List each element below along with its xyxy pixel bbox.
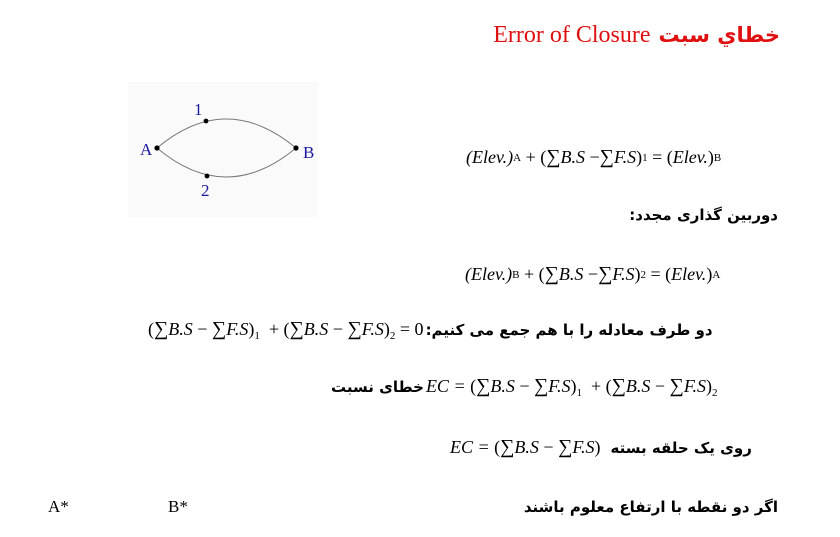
point-b-dot — [293, 145, 298, 150]
sum-equation: $(\sum B.S - \sum F.S)_1 + (\sum B.S - \sum F.S)_2 = 0$ — [148, 318, 424, 342]
loop-label: روی یک حلقه بسته — [610, 438, 752, 457]
path-1-curve — [157, 119, 296, 148]
label-1: 1 — [194, 100, 203, 119]
label-2: 2 — [201, 181, 210, 200]
loop-equation: EC = (∑B.S − ∑F.S) — [450, 436, 601, 458]
point-2-dot — [205, 174, 210, 179]
label-a: A — [140, 140, 153, 159]
title-farsi: خطاي سبت — [658, 23, 780, 47]
point-1-dot — [204, 119, 209, 124]
equation-b-to-a: (Elev.) B + ( ∑ B.S − ∑ F.S ) 2 = ( Elev. ) A — [465, 263, 721, 285]
equation-a-to-b: (Elev.) A + ( ∑ B.S − ∑ F.S ) 1 = ( Elev. ) B — [466, 146, 722, 168]
point-a-dot — [154, 145, 159, 150]
path-2-curve — [157, 148, 296, 177]
known-points-label: اگر دو نقطه با ارتفاع معلوم باشند — [523, 498, 778, 516]
label-b: B — [303, 143, 315, 162]
bottom-point-b: B* — [168, 497, 188, 516]
bottom-point-a: A* — [48, 497, 69, 516]
sum-label: دو طرف معادله را با هم جمع می کنیم: — [425, 321, 713, 339]
loop-row — [450, 436, 752, 459]
reoccupy-label: دوربین گذاری مجدد: — [629, 206, 778, 224]
sum-row — [148, 318, 713, 342]
closure-row — [331, 375, 718, 399]
page-title — [493, 22, 780, 49]
title-english: Error of Closure — [493, 22, 651, 48]
level-loop-diagram — [128, 82, 318, 217]
closure-equation: EC = $(\sum B.S - \sum F.S)_1 + (\sum B.S - \sum F.S)_2$ — [425, 375, 718, 399]
closure-label: خطای نسبت — [331, 378, 424, 396]
loop-svg — [128, 82, 318, 217]
